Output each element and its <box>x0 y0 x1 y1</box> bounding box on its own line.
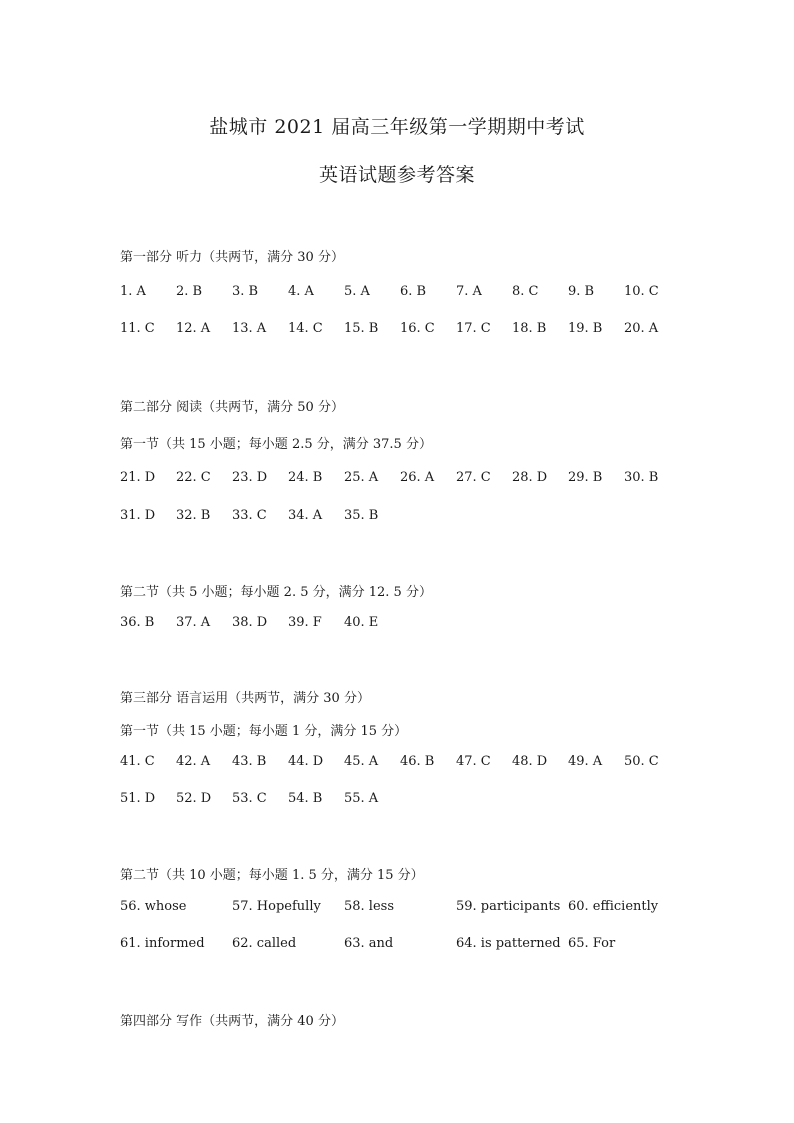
answer-item: 41. C <box>120 754 155 769</box>
answer-item: 40. E <box>344 615 379 630</box>
answer-item: 2. B <box>176 284 203 299</box>
answer-item: 15. B <box>344 321 379 336</box>
part1-heading: 第一部分 听力（共两节，满分 30 分） <box>120 250 344 265</box>
answer-item: 30. B <box>624 470 659 485</box>
part2-heading: 第二部分 阅读（共两节，满分 50 分） <box>120 400 344 415</box>
answer-item: 8. C <box>512 284 539 299</box>
answer-item: 14. C <box>288 321 323 336</box>
answer-item: 37. A <box>176 615 211 630</box>
answer-item: 46. B <box>400 754 435 769</box>
answer-item: 48. D <box>512 754 548 769</box>
answer-item: 3. B <box>232 284 259 299</box>
answer-item: 13. A <box>232 321 267 336</box>
answer-item: 11. C <box>120 321 155 336</box>
answer-item: 39. F <box>288 615 322 630</box>
answer-item: 25. A <box>344 470 379 485</box>
part2-section1-heading: 第一节（共 15 小题；每小题 2.5 分，满分 37.5 分） <box>120 437 432 452</box>
answer-item: 32. B <box>176 508 211 523</box>
answer-item: 24. B <box>288 470 323 485</box>
answer-item: 57. Hopefully <box>232 899 321 914</box>
page-subtitle: 英语试题参考答案 <box>318 164 475 186</box>
answer-item: 45. A <box>344 754 379 769</box>
answer-item: 62. called <box>232 936 297 951</box>
answer-item: 18. B <box>512 321 547 336</box>
answer-item: 35. B <box>344 508 379 523</box>
answer-item: 64. is patterned <box>456 936 561 951</box>
answer-item: 38. D <box>232 615 268 630</box>
answer-item: 49. A <box>568 754 603 769</box>
answer-item: 12. A <box>176 321 211 336</box>
part2-section2-heading: 第二节（共 5 小题；每小题 2. 5 分，满分 12. 5 分） <box>120 585 432 600</box>
answer-item: 21. D <box>120 470 156 485</box>
answer-item: 31. D <box>120 508 156 523</box>
answer-item: 5. A <box>344 284 370 299</box>
answer-item: 6. B <box>400 284 427 299</box>
answer-item: 7. A <box>456 284 482 299</box>
answer-item: 54. B <box>288 791 323 806</box>
answer-item: 60. efficiently <box>568 899 659 914</box>
answer-item: 59. participants <box>456 899 561 914</box>
answer-item: 42. A <box>176 754 211 769</box>
part3-section1-heading: 第一节（共 15 小题；每小题 1 分，满分 15 分） <box>120 724 408 739</box>
part4-heading: 第四部分 写作（共两节，满分 40 分） <box>120 1014 344 1029</box>
answer-item: 16. C <box>400 321 435 336</box>
page-title: 盐城市 2021 届高三年级第一学期期中考试 <box>209 116 585 138</box>
answer-item: 17. C <box>456 321 491 336</box>
answer-item: 51. D <box>120 791 156 806</box>
answer-item: 56. whose <box>120 899 187 914</box>
answer-item: 58. less <box>344 899 395 914</box>
answer-item: 63. and <box>344 936 394 951</box>
answer-item: 29. B <box>568 470 603 485</box>
answer-item: 34. A <box>288 508 323 523</box>
part3-heading: 第三部分 语言运用（共两节，满分 30 分） <box>120 691 370 706</box>
answer-item: 55. A <box>344 791 379 806</box>
answer-item: 47. C <box>456 754 491 769</box>
answer-item: 23. D <box>232 470 268 485</box>
answer-item: 65. For <box>568 936 616 951</box>
answer-item: 4. A <box>288 284 314 299</box>
answer-item: 44. D <box>288 754 324 769</box>
answer-item: 19. B <box>568 321 603 336</box>
answer-item: 22. C <box>176 470 211 485</box>
answer-item: 20. A <box>624 321 659 336</box>
part3-section2-heading: 第二节（共 10 小题；每小题 1. 5 分，满分 15 分） <box>120 868 424 883</box>
answer-item: 52. D <box>176 791 212 806</box>
answer-item: 53. C <box>232 791 267 806</box>
answer-item: 36. B <box>120 615 155 630</box>
answer-item: 61. informed <box>120 936 205 951</box>
answer-item: 43. B <box>232 754 267 769</box>
answer-item: 26. A <box>400 470 435 485</box>
answer-item: 10. C <box>624 284 659 299</box>
answer-item: 28. D <box>512 470 548 485</box>
answer-item: 1. A <box>120 284 146 299</box>
answer-item: 27. C <box>456 470 491 485</box>
answer-item: 50. C <box>624 754 659 769</box>
answer-item: 33. C <box>232 508 267 523</box>
answer-item: 9. B <box>568 284 595 299</box>
